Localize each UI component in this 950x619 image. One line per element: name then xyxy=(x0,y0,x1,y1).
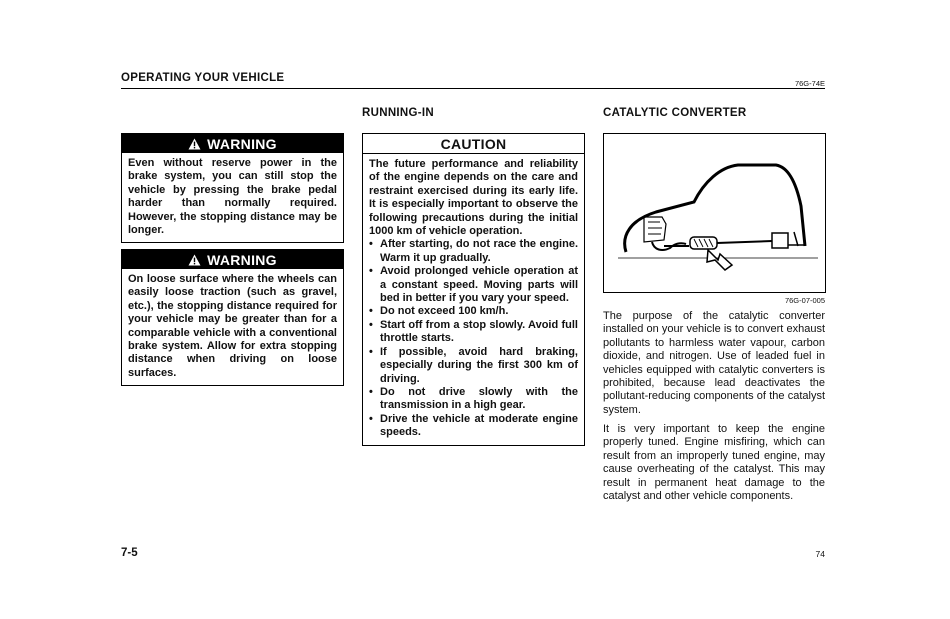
list-item: • Avoid prolonged vehicle operation at a constant speed. Moving parts will bed in better if you vary your speed. xyxy=(369,265,578,305)
warning-header xyxy=(122,134,343,153)
section-title: OPERATING YOUR VEHICLE xyxy=(121,72,285,84)
document-code: 76G-74E xyxy=(794,79,825,88)
paragraph: It is very important to keep the engine properly tuned. Engine misfiring, which can result from an improperly tuned engine, may cause overheating of the catalyst. This may result in permanent heat damage to the catalyst and other vehicle components. xyxy=(603,423,825,503)
list-item: • Do not drive slowly with the transmission in a high gear. xyxy=(369,386,578,413)
warning-triangle-icon xyxy=(188,138,201,150)
warning-box-brake-reserve xyxy=(121,133,344,243)
warning-box-loose-surface xyxy=(121,249,344,386)
figure-code: 76G-07-005 xyxy=(784,296,825,305)
warning-header xyxy=(122,250,343,269)
warning-text: On loose surface where the wheels can easily loose traction (such as gravel, etc.), the stopping distance required for your vehicle may be greater than for a comparable vehicle with a conventional brake system. Allow for extra stopping distance when driving on loose surfaces. xyxy=(128,273,337,379)
list-item: • After starting, do not race the engine. Warm it up gradually. xyxy=(369,238,578,265)
catalytic-converter-title: CATALYTIC CONVERTER xyxy=(603,107,747,119)
page-number: 74 xyxy=(815,549,825,559)
caution-box-running-in xyxy=(362,133,585,446)
catalytic-paragraph-1 xyxy=(603,310,825,417)
list-item: • Drive the vehicle at moderate engine speeds. xyxy=(369,413,578,440)
paragraph: The purpose of the catalytic converter installed on your vehicle is to convert exhaust pollutants to harmless water vapour, carbon dioxide, and nitrogen. Use of leaded fuel in vehicles equipped with catalytic converters is prohibited, because lead deactivates the pollutant-reducing components of the catalyst system. xyxy=(603,310,825,416)
caution-body xyxy=(363,154,584,445)
warning-text: Even without reserve power in the brake system, you can still stop the vehicle by pressing the brake pedal harder than normally required. However, the stopping distance may be longer. xyxy=(128,157,337,237)
caution-intro: The future performance and reliability of the engine depends on the care and restraint exercised during its early life. It is especially important to observe the following precautions during the initial 1000 km of vehicle operation. xyxy=(369,158,578,238)
car-exhaust-illustration xyxy=(604,134,825,292)
catalytic-converter-figure xyxy=(603,133,826,293)
catalytic-paragraph-2 xyxy=(603,423,825,503)
warning-triangle-icon xyxy=(188,254,201,266)
list-item: • If possible, avoid hard braking, especially during the first 300 km of driving. xyxy=(369,346,578,386)
header-rule xyxy=(121,88,825,89)
list-item: • Start off from a stop slowly. Avoid full throttle starts. xyxy=(369,319,578,346)
list-item: • Do not exceed 100 km/h. xyxy=(369,305,578,318)
warning-label: WARNING xyxy=(207,135,277,152)
running-in-title: RUNNING-IN xyxy=(362,107,434,119)
page-section-number: 7-5 xyxy=(121,547,138,559)
caution-header: CAUTION xyxy=(363,134,584,154)
warning-label: WARNING xyxy=(207,251,277,268)
caution-list xyxy=(369,238,578,439)
